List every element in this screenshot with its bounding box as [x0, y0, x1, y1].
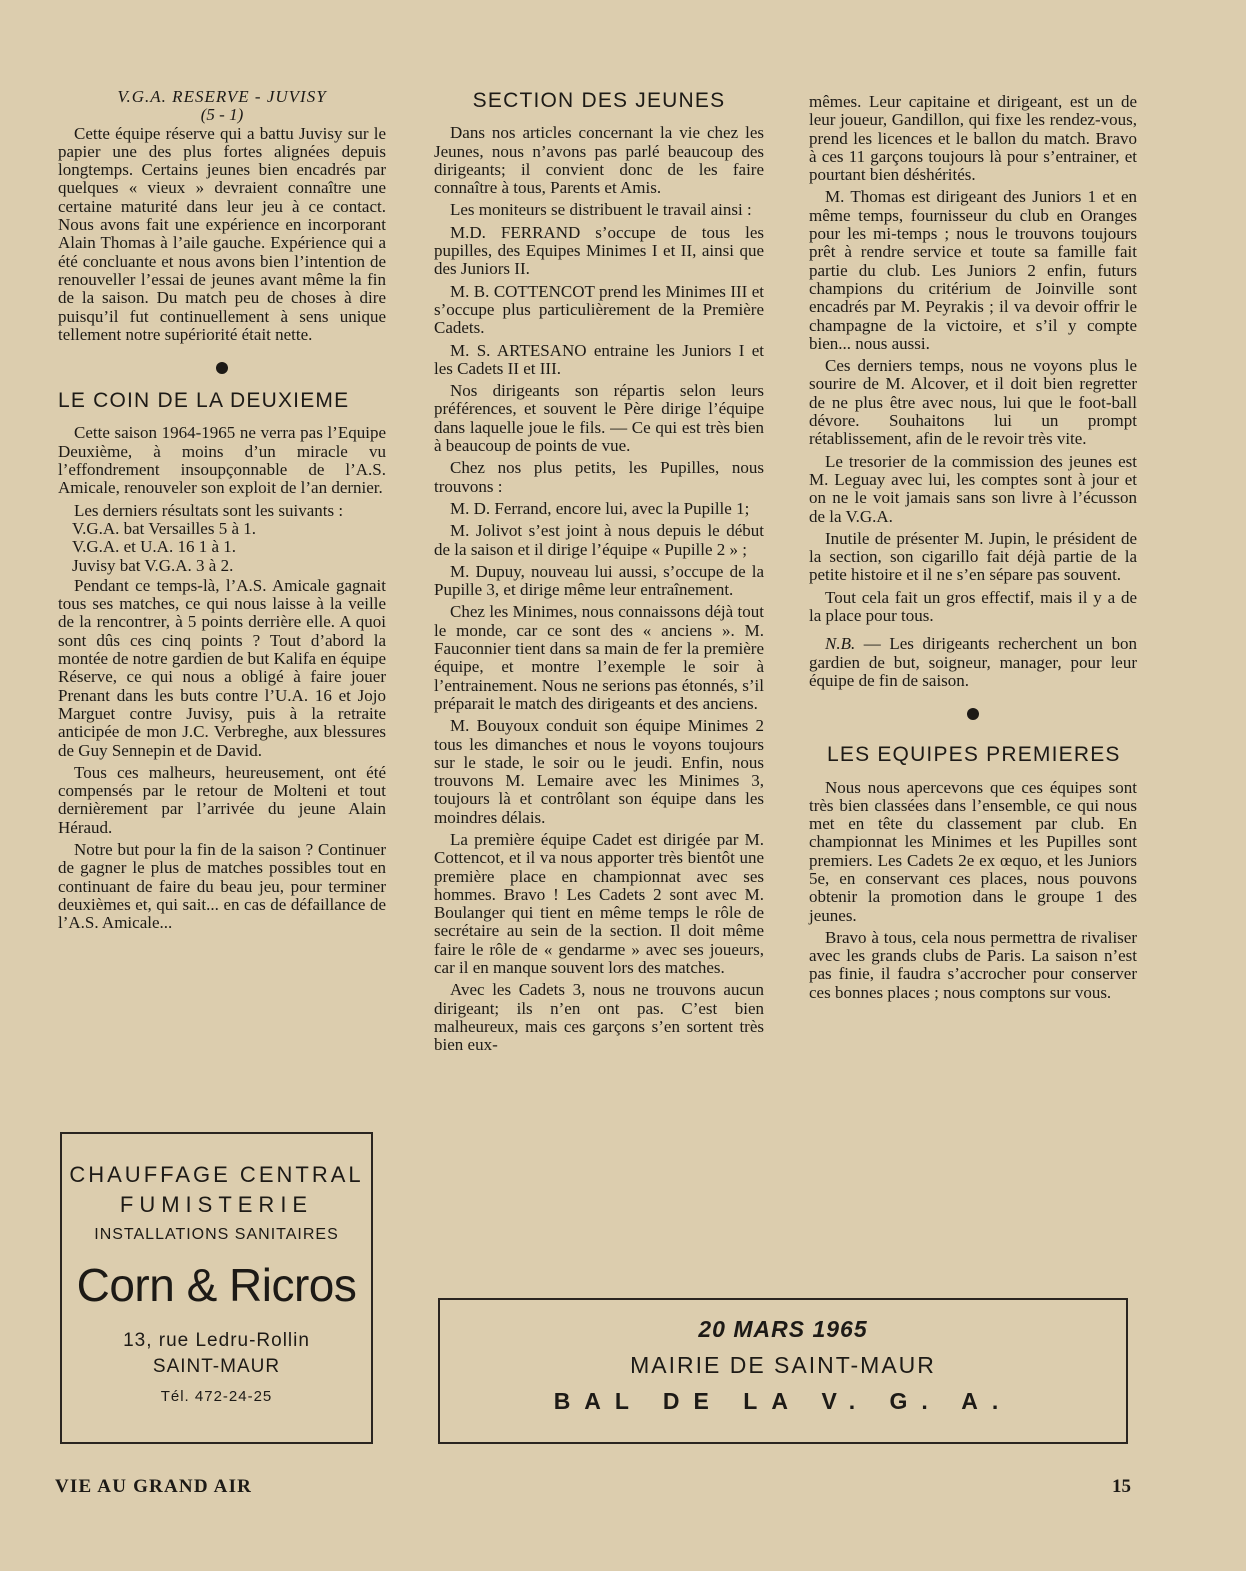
bullet-separator — [216, 362, 228, 374]
coin-paragraph-4: Tous ces malheurs, heureusement, ont été compensés par le retour de Molteni et tout dernièrement par l’arrivée du jeune Alain Héraud. — [58, 762, 386, 837]
announcement-place: MAIRIE DE SAINT-MAUR — [630, 1352, 936, 1378]
result-item: V.G.A. et U.A. 16 1 à 1. — [72, 537, 237, 557]
jeunes-paragraph: M. B. COTTENCOT prend les Minimes III et s’occupe plus particulièrement de la Première Cadets. — [434, 281, 764, 338]
jeunes-continued-paragraph: Ces derniers temps, nous ne voyons plus le sourire de M. Alcover, et il doit bien regretter de ne plus être avec nous, lui que le foot-ball dévore. Souhaitons lui un prompt rétablissement, afin de le revoir très vite. — [809, 356, 1137, 449]
coin-paragraph-2: Les derniers résultats sont les suivants : — [74, 500, 344, 520]
jeunes-paragraph: M. D. Ferrand, encore lui, avec la Pupille 1; — [450, 498, 750, 518]
ad-town: SAINT-MAUR — [152, 1356, 281, 1377]
jeunes-continued-paragraph: Le tresorier de la commission des jeunes est M. Leguay avec lui, les comptes sont à jour et on ne le voit jamais sans son livre à l’écusson de la V.G.A. — [809, 451, 1137, 526]
ad-brand: Corn & Ricros — [76, 1259, 357, 1311]
jeunes-paragraph: M.D. FERRAND s’occupe de tous les pupilles, des Equipes Minimes I et II, ainsi que des Juniors II. — [434, 222, 764, 279]
announcement-date: 20 MARS 1965 — [698, 1316, 868, 1342]
jeunes-continued-paragraph: Inutile de présenter M. Jupin, le président de la section, son cigarillo fait déjà partie de la petite histoire et il ne s’en sépare pas souvent. — [809, 528, 1137, 585]
nb-note — [809, 635, 1137, 690]
column-right — [809, 93, 1137, 1006]
jeunes-continued-paragraph: Tout cela fait un gros effectif, mais il y a de la place pour tous. — [809, 587, 1137, 626]
ad-line-chauffage: CHAUFFAGE CENTRAL — [69, 1162, 364, 1187]
announcement-bal — [438, 1298, 1128, 1444]
jeunes-paragraph: Chez les Minimes, nous connaissons déjà tout le monde, car ce sont des « anciens ». M. Fauconnier tient dans sa main de fer la première équipe, et montre l’exemple le soir à l’entrainement. Nous ne serions pas étonnés, s’il préparait le match des dirigeants et des anciens. — [434, 602, 764, 713]
jeunes-paragraph: Dans nos articles concernant la vie chez les Jeunes, nous n’avons pas parlé beaucoup des dirigeants; il convient donc de les faire connaître à tous, Parents et Amis. — [434, 123, 764, 198]
results-list — [58, 520, 386, 575]
coin-deuxieme-title: LE COIN DE LA DEUXIEME — [58, 389, 350, 413]
jeunes-paragraph: M. Jolivot s’est joint à nous depuis le début de la saison et il dirige l’équipe « Pupille 2 » ; — [434, 521, 764, 559]
result-item: V.G.A. bat Versailles 5 à 1. — [72, 518, 256, 538]
equipes-premieres-title: LES EQUIPES PREMIERES — [827, 743, 1121, 767]
nb-label: N.B. — [825, 634, 856, 654]
coin-paragraph-3: Pendant ce temps-là, l’A.S. Amicale gagnait tous ses matches, ce qui nous laisse à la veille de la rencontrer, à 5 points derrière elle. A quoi sont dûs ces cinq points ? Tout d’abord la montée de notre gardien de but Kalifa en équipe Réserve, ce qui nous a obligé à faire jouer Prenant dans les buts contre l’U.A. 16 et Jojo Marguet contre Juvisy, puis à la retraite anticipée de mon J.C. Verbreghe, aux blessures de Guy Sennepin et de David. — [58, 575, 386, 760]
column-left — [58, 80, 386, 936]
jeunes-paragraph: M. Bouyoux conduit son équipe Minimes 2 tous les dimanches et nous le voyons toujours sur le stade, le soir ou le jeudi. Enfin, nous trouvons M. Lemaire avec les Minimes 3, toujours là et contrôlant son équipe dans les moindres délais. — [434, 716, 764, 827]
footer-magazine-name: VIE AU GRAND AIR — [55, 1476, 253, 1497]
match-score: (5 - 1) — [200, 105, 244, 125]
result-item: Juvisy bat V.G.A. 3 à 2. — [72, 555, 234, 575]
nb-text: — Les dirigeants recherchent un bon gardien de but, soigneur, manager, pour leur équipe de fin de saison. — [809, 634, 1137, 690]
match-title: V.G.A. RESERVE - JUVISY — [117, 87, 327, 106]
jeunes-paragraph: Chez nos plus petits, les Pupilles, nous trouvons : — [434, 458, 764, 496]
jeunes-paragraph: M. Dupuy, nouveau lui aussi, s’occupe de la Pupille 3, et dirige même leur entraînement. — [434, 561, 764, 600]
jeunes-paragraph: M. S. ARTESANO entraine les Juniors I et les Cadets II et III. — [434, 340, 764, 378]
section-jeunes-title: SECTION DES JEUNES — [472, 89, 726, 112]
announcement-event: BAL DE LA V. G. A. — [553, 1388, 1013, 1414]
ad-address: 13, rue Ledru-Rollin — [123, 1330, 310, 1351]
equipes-paragraph-1: Nous nous apercevons que ces équipes sont très bien classées dans l’ensemble, ce qui nous met en tête du classement par club. En championnat les Minimes et les Pupilles sont premiers. Les Cadets 2e ex œquo, et les Juniors 5e, en conservant ces places, nous pouvons obtenir la promotion dans le groupe 1 des jeunes. — [809, 777, 1137, 925]
equipes-paragraph-2: Bravo à tous, cela nous permettra de rivaliser avec les grands clubs de Paris. La saison n’est pas finie, il faudra s’accrocher pour conserver ces bonnes places ; nous comptons sur vous. — [809, 927, 1137, 1002]
match-paragraph: Cette équipe réserve qui a battu Juvisy sur le papier une des plus fortes alignées depuis longtemps. Certains jeunes bien encadrés par quelques « vieux » devraient connaître une certaine maturité dans leur jeu à ce contact. Nous avons fait une expérience en incorporant Alain Thomas à l’aile gauche. Expérience qui a été concluante et nous avons bien l’intention de renouveller l’essai de jeunes avant même la fin de la saison. Du match peu de choses à dire puisqu’il fut continuellement à sens unique tellement notre supériorité était nette. — [58, 123, 386, 344]
coin-paragraph-5: Notre but pour la fin de la saison ? Continuer de gagner le plus de matches possibles tout en continuant de faire du beau jeu, pour terminer deuxièmes et, qui sait... en cas de défaillance de l’A.S. Amicale... — [58, 839, 386, 933]
jeunes-continued-paragraph: mêmes. Leur capitaine et dirigeant, est un de leur joueur, Gandillon, qui fixe les rendez-vous, prend les licences et le ballon du match. Bravo à ces 11 garçons toujours là pour s’entrainer, et pourtant bien déshérités. — [809, 92, 1137, 185]
footer-page-number: 15 — [1112, 1476, 1131, 1497]
jeunes-paragraph: Les moniteurs se distribuent le travail ainsi : — [450, 200, 752, 220]
advertisement-corn-ricros — [60, 1132, 373, 1444]
ad-telephone: Tél. 472-24-25 — [160, 1388, 273, 1405]
bullet-separator — [967, 708, 979, 720]
column-middle — [434, 80, 764, 1059]
coin-paragraph-1: Cette saison 1964-1965 ne verra pas l’Equipe Deuxième, à moins d’un miracle vu l’effondrement insoupçonnable de l’A.S. Amicale, renouveler son exploit de l’an dernier. — [58, 423, 386, 498]
jeunes-paragraph: Nos dirigeants son répartis selon leurs préférences, et souvent le Père dirige l’équipe dans laquelle joue le fils. — Ce qui est très bien à beaucoup de points de vue. — [434, 381, 764, 456]
ad-line-sanitaires: INSTALLATIONS SANITAIRES — [94, 1226, 339, 1243]
ad-line-fumisterie: FUMISTERIE — [119, 1192, 314, 1217]
jeunes-paragraph: Avec les Cadets 3, nous ne trouvons aucun dirigeant; ils n’en ont pas. C’est bien malheureux, mais ces garçons s’en sortent très bien eux- — [434, 980, 764, 1055]
jeunes-continued-paragraph: M. Thomas est dirigeant des Juniors 1 et en même temps, fournisseur du club en Oranges pour les mi-temps ; nous le trouvons toujours prêt à rendre service et toute sa famille fait partie du club. Les Juniors 2 enfin, futurs champions du critérium de Joinville sont encadrés par M. Peyrakis ; il va devoir offrir le champagne de la victoire, et s’il y compte bien... nous aussi. — [809, 187, 1137, 353]
jeunes-paragraph: La première équipe Cadet est dirigée par M. Cottencot, et il va nous apporter très bientôt une première place en championnat avec ses hommes. Bravo ! Les Cadets 2 sont avec M. Boulanger qui tient en même temps le rôle de secrétaire au sein de la section. Il doit même faire le rôle de « gendarme » avec ses joueurs, car il en manque souvent lors des matches. — [434, 829, 764, 978]
